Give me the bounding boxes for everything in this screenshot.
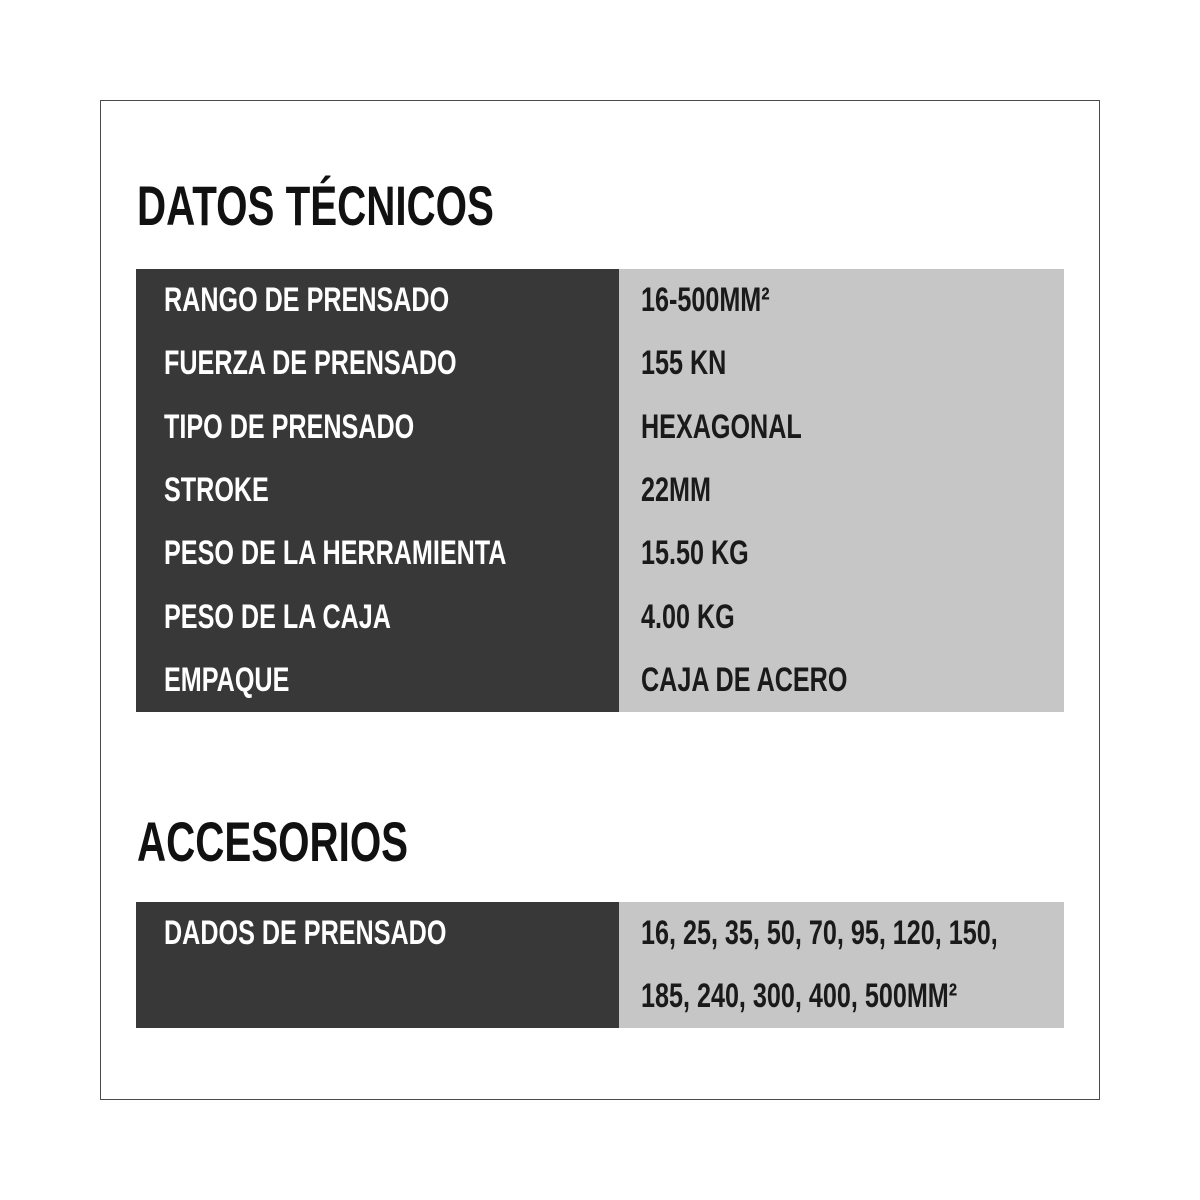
- spec-value-stroke: 22MM: [641, 471, 711, 510]
- tech-value-column: [619, 269, 1064, 712]
- tech-label-column: [136, 269, 619, 712]
- tech-data-title: DATOS TÉCNICOS: [137, 174, 494, 237]
- accessories-label-column: [136, 902, 619, 1028]
- accessory-label-crimp-dies: DADOS DE PRENSADO: [164, 914, 447, 952]
- spec-value-packaging: CAJA DE ACERO: [641, 660, 848, 699]
- accessory-value-line-1: 16, 25, 35, 50, 70, 95, 120, 150,: [641, 914, 998, 952]
- spec-value-crimp-type: HEXAGONAL: [641, 407, 802, 446]
- spec-label-box-weight: PESO DE LA CAJA: [164, 597, 391, 636]
- spec-value-crimp-range: 16-500MM²: [641, 281, 770, 320]
- accessories-table: [136, 902, 1064, 1028]
- tech-data-table: [136, 269, 1064, 712]
- spec-value-box-weight: 4.00 KG: [641, 597, 735, 636]
- accessories-value-column: [619, 902, 1064, 1028]
- spec-value-crimp-force: 155 KN: [641, 344, 727, 383]
- accessories-title: ACCESORIOS: [137, 810, 409, 873]
- spec-label-crimp-force: FUERZA DE PRENSADO: [164, 344, 457, 383]
- spec-label-crimp-type: TIPO DE PRENSADO: [164, 407, 415, 446]
- spec-label-crimp-range: RANGO DE PRENSADO: [164, 281, 450, 320]
- spec-label-stroke: STROKE: [164, 471, 269, 510]
- spec-label-tool-weight: PESO DE LA HERRAMIENTA: [164, 534, 507, 573]
- spec-label-packaging: EMPAQUE: [164, 660, 290, 699]
- accessory-value-line-2: 185, 240, 300, 400, 500MM²: [641, 977, 958, 1015]
- spec-value-tool-weight: 15.50 KG: [641, 534, 749, 573]
